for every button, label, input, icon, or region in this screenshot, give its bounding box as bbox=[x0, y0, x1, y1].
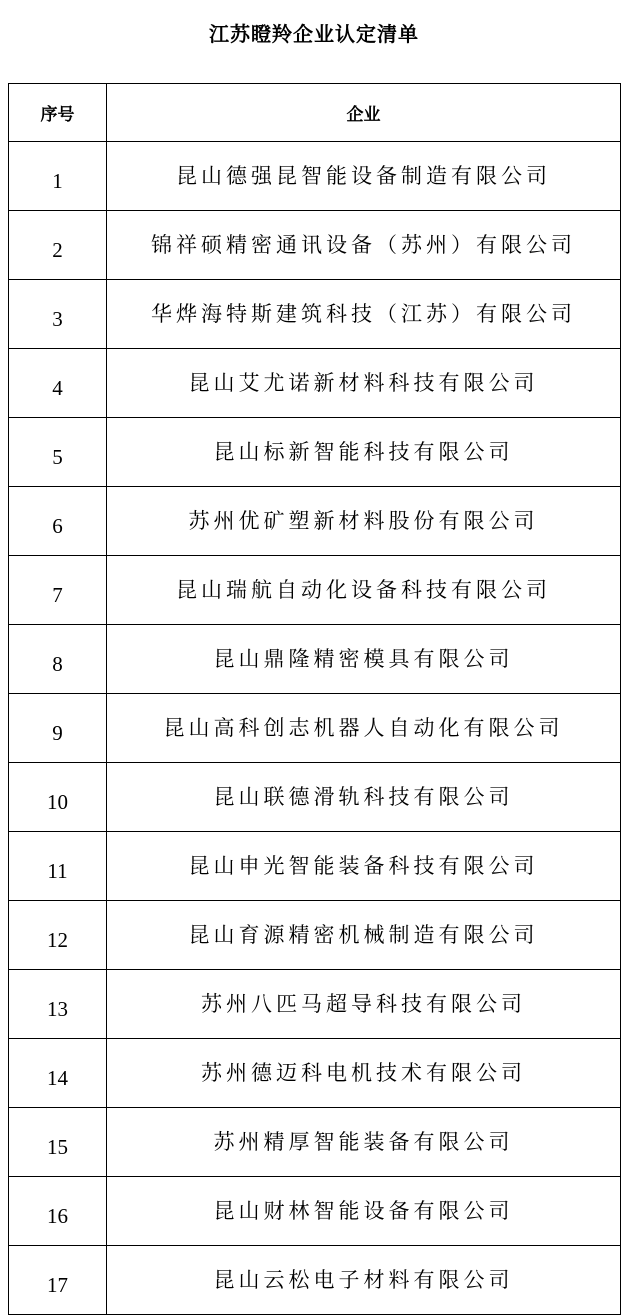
table-row bbox=[9, 349, 621, 418]
table-row bbox=[9, 487, 621, 556]
table-row bbox=[9, 901, 621, 970]
table-row bbox=[9, 556, 621, 625]
row-number: 14 bbox=[9, 1039, 107, 1108]
row-number: 4 bbox=[9, 349, 107, 418]
table-row bbox=[9, 1108, 621, 1177]
enterprise-table bbox=[8, 83, 621, 1315]
table-row bbox=[9, 763, 621, 832]
table-row bbox=[9, 418, 621, 487]
row-number: 13 bbox=[9, 970, 107, 1039]
table-row bbox=[9, 1177, 621, 1246]
enterprise-name: 昆山德强昆智能设备制造有限公司 bbox=[107, 142, 621, 211]
row-number: 11 bbox=[9, 832, 107, 901]
table-row bbox=[9, 1246, 621, 1315]
table-row bbox=[9, 970, 621, 1039]
enterprise-name: 锦祥硕精密通讯设备（苏州）有限公司 bbox=[107, 211, 621, 280]
enterprise-name: 昆山云松电子材料有限公司 bbox=[107, 1246, 621, 1315]
row-number: 7 bbox=[9, 556, 107, 625]
column-header-name: 企业 bbox=[107, 84, 621, 142]
row-number: 3 bbox=[9, 280, 107, 349]
row-number: 9 bbox=[9, 694, 107, 763]
table-row bbox=[9, 625, 621, 694]
row-number: 1 bbox=[9, 142, 107, 211]
enterprise-name: 昆山申光智能装备科技有限公司 bbox=[107, 832, 621, 901]
enterprise-name: 苏州八匹马超导科技有限公司 bbox=[107, 970, 621, 1039]
enterprise-name: 昆山高科创志机器人自动化有限公司 bbox=[107, 694, 621, 763]
row-number: 17 bbox=[9, 1246, 107, 1315]
row-number: 10 bbox=[9, 763, 107, 832]
enterprise-name: 苏州优矿塑新材料股份有限公司 bbox=[107, 487, 621, 556]
table-row bbox=[9, 142, 621, 211]
row-number: 12 bbox=[9, 901, 107, 970]
table-row bbox=[9, 280, 621, 349]
row-number: 2 bbox=[9, 211, 107, 280]
page-title: 江苏瞪羚企业认定清单 bbox=[209, 22, 419, 46]
row-number: 16 bbox=[9, 1177, 107, 1246]
table-header-row bbox=[9, 84, 621, 142]
enterprise-name: 昆山鼎隆精密模具有限公司 bbox=[107, 625, 621, 694]
enterprise-name: 苏州德迈科电机技术有限公司 bbox=[107, 1039, 621, 1108]
row-number: 8 bbox=[9, 625, 107, 694]
row-number: 6 bbox=[9, 487, 107, 556]
enterprise-name: 苏州精厚智能装备有限公司 bbox=[107, 1108, 621, 1177]
enterprise-name: 昆山艾尤诺新材料科技有限公司 bbox=[107, 349, 621, 418]
enterprise-name: 昆山财林智能设备有限公司 bbox=[107, 1177, 621, 1246]
enterprise-name: 昆山标新智能科技有限公司 bbox=[107, 418, 621, 487]
enterprise-name: 昆山联德滑轨科技有限公司 bbox=[107, 763, 621, 832]
table-row bbox=[9, 832, 621, 901]
table-row bbox=[9, 694, 621, 763]
enterprise-name: 昆山瑞航自动化设备科技有限公司 bbox=[107, 556, 621, 625]
table-body bbox=[9, 142, 621, 1315]
enterprise-name: 昆山育源精密机械制造有限公司 bbox=[107, 901, 621, 970]
row-number: 15 bbox=[9, 1108, 107, 1177]
enterprise-name: 华烨海特斯建筑科技（江苏）有限公司 bbox=[107, 280, 621, 349]
table-row bbox=[9, 1039, 621, 1108]
table-row bbox=[9, 211, 621, 280]
row-number: 5 bbox=[9, 418, 107, 487]
column-header-no: 序号 bbox=[9, 84, 107, 142]
